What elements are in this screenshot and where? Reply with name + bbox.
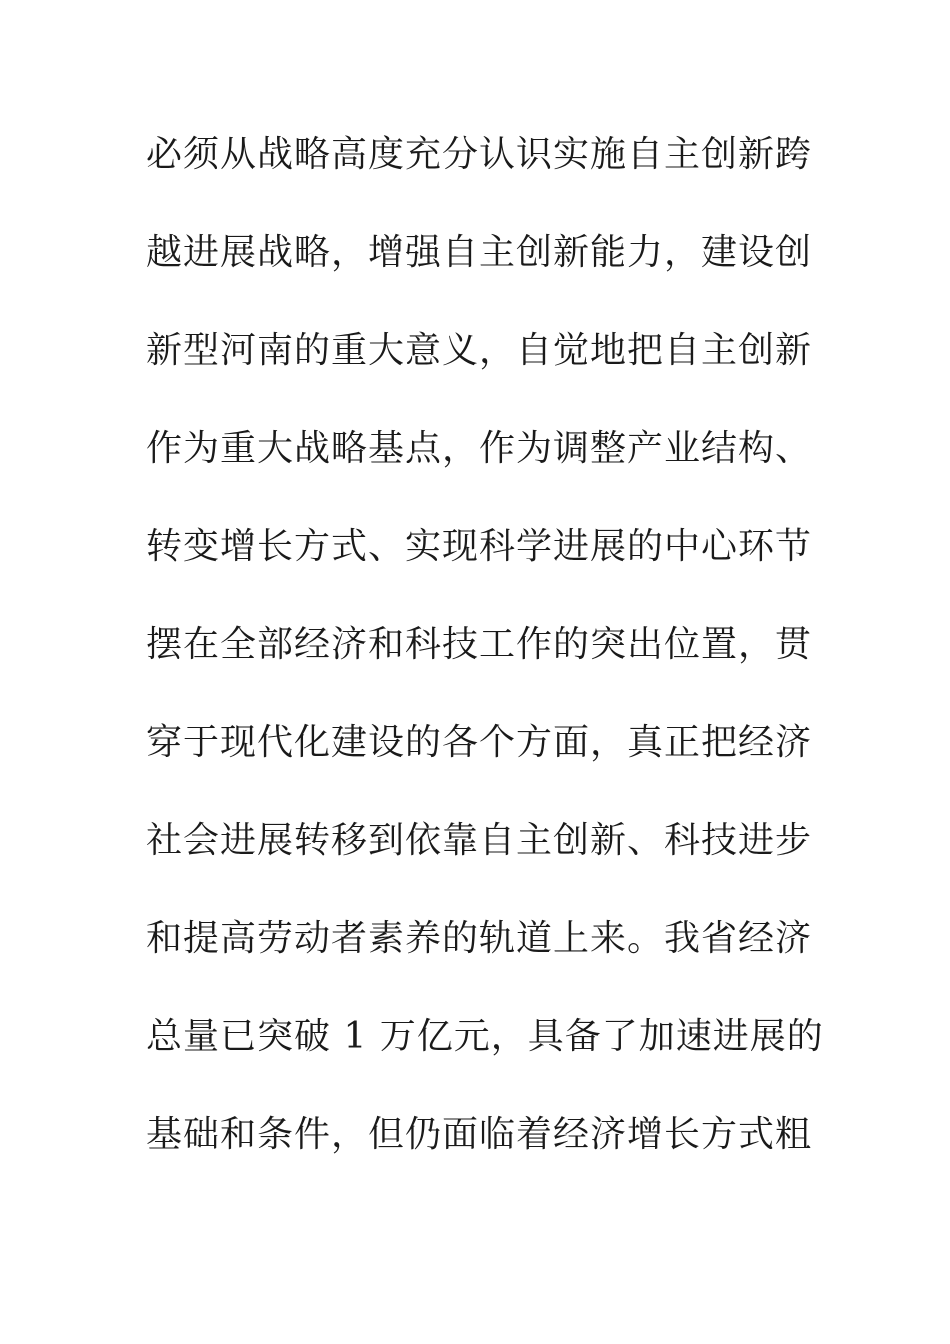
paragraph-line: 穿于现代化建设的各个方面，真正把经济 <box>146 722 813 763</box>
body-paragraph <box>146 126 824 1204</box>
paragraph-line: 作为重大战略基点，作为调整产业结构、 <box>146 428 813 469</box>
paragraph-line: 和提高劳动者素养的轨道上来。我省经济 <box>146 918 813 959</box>
paragraph-line: 越进展战略，增强自主创新能力，建设创 <box>146 232 813 273</box>
paragraph-line: 转变增长方式、实现科学进展的中心环节 <box>146 526 813 567</box>
paragraph-line: 基础和条件，但仍面临着经济增长方式粗 <box>146 1114 813 1155</box>
paragraph-line: 新型河南的重大意义，自觉地把自主创新 <box>146 330 813 371</box>
paragraph-line: 总量已突破 1 万亿元，具备了加速进展的 <box>146 1016 824 1057</box>
paragraph-line: 摆在全部经济和科技工作的突出位置，贯 <box>146 624 813 665</box>
paragraph-line: 社会进展转移到依靠自主创新、科技进步 <box>146 820 813 861</box>
paragraph-line: 必须从战略高度充分认识实施自主创新跨 <box>146 134 813 175</box>
